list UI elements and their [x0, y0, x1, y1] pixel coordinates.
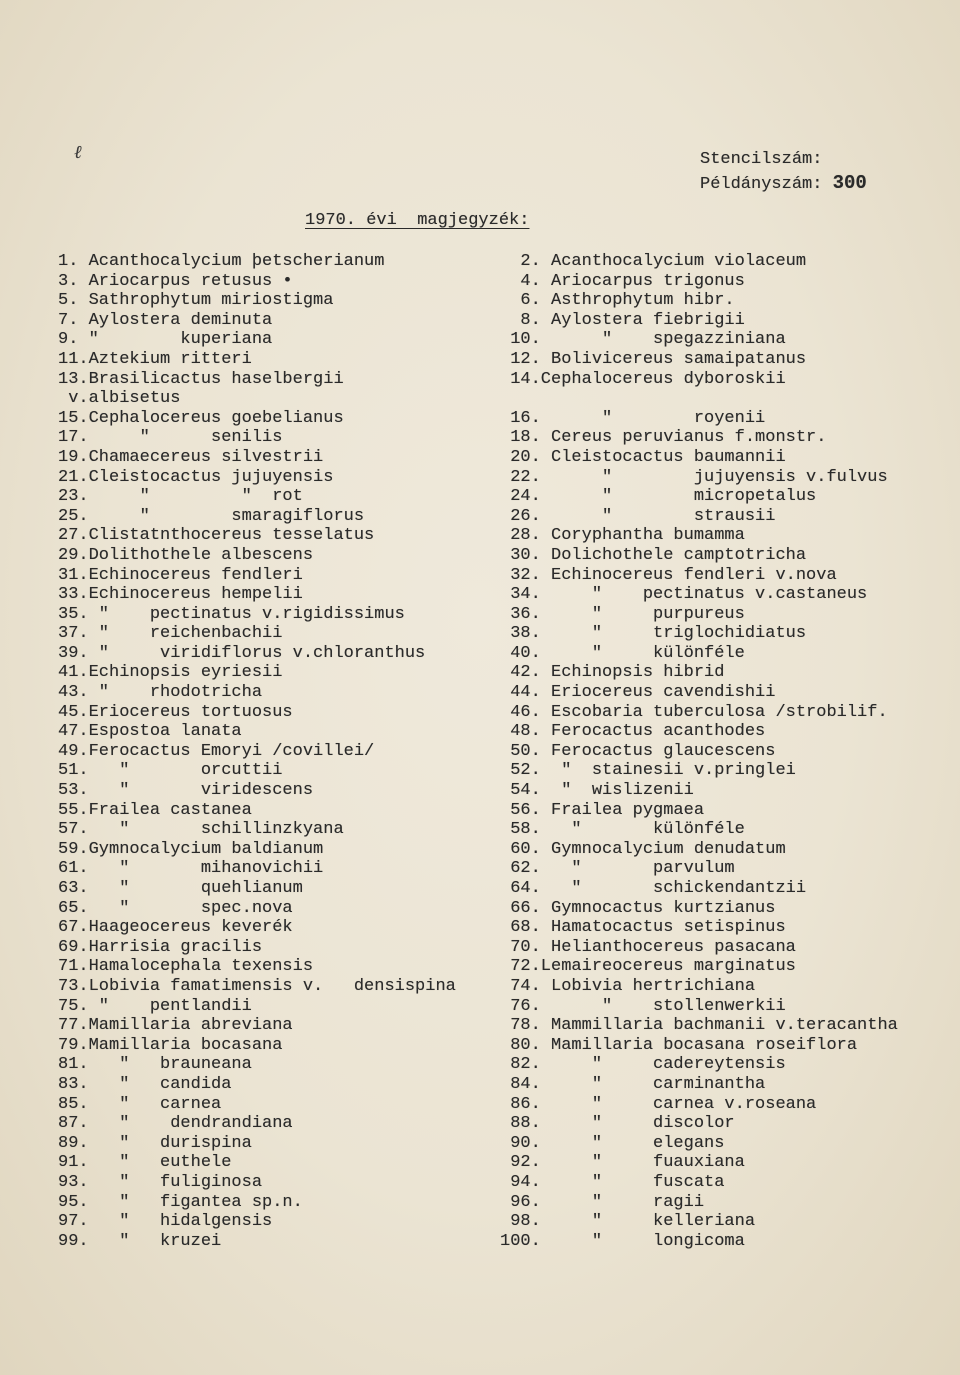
- list-item: 42. Echinopsis hibrid: [500, 663, 725, 683]
- list-item: 85. " carnea: [58, 1094, 222, 1114]
- stencil-number-label: Stencilszám:: [700, 150, 823, 169]
- list-item: 71.Hamalocephala texensis: [58, 957, 314, 977]
- list-item: 29.Dolithothele albescens: [58, 545, 314, 565]
- list-item: 91. " euthele: [58, 1153, 232, 1173]
- list-item: 55.Frailea castanea: [58, 800, 252, 820]
- list-item: 69.Harrisia gracilis: [58, 937, 263, 957]
- list-item: v.albisetus: [58, 389, 181, 409]
- list-item: 81. " brauneana: [58, 1055, 252, 1075]
- list-item: 38. " triglochidiatus: [500, 624, 807, 644]
- copies-value: 300: [832, 172, 867, 194]
- list-item: 44. Eriocereus cavendishii: [500, 683, 776, 703]
- list-item: 7. Aylostera deminuta: [58, 310, 273, 330]
- list-item: 92. " fuauxiana: [500, 1153, 745, 1173]
- list-item: 25. " smaragiflorus: [58, 506, 365, 526]
- list-item: 74. Lobivia hertrichiana: [500, 976, 756, 996]
- list-item: 50. Ferocactus glaucescens: [500, 741, 776, 761]
- list-item: 22. " jujuyensis v.fulvus: [500, 467, 888, 487]
- list-item: 11.Aztekium ritteri: [58, 349, 252, 369]
- list-item: 21.Cleistocactus jujuyensis: [58, 467, 334, 487]
- list-item: 100. " longicoma: [500, 1231, 745, 1251]
- list-item: 83. " candida: [58, 1074, 232, 1094]
- list-item: 49.Ferocactus Emoryi /covillei/: [58, 741, 375, 761]
- list-item: 35. " pectinatus v.rigidissimus: [58, 604, 405, 624]
- list-item: 45.Eriocereus tortuosus: [58, 702, 293, 722]
- list-item: 37. " reichenbachii: [58, 624, 283, 644]
- list-item: 67.Haageocereus keverék: [58, 918, 293, 938]
- list-item: 77.Mamillaria abreviana: [58, 1016, 293, 1036]
- corner-pencil-mark: ℓ: [74, 142, 82, 163]
- list-item: 43. " rhodotricha: [58, 683, 263, 703]
- list-item: 12. Bolivicereus samaipatanus: [500, 349, 807, 369]
- list-item: 80. Mamillaria bocasana roseiflora: [500, 1035, 858, 1055]
- list-item: 20. Cleistocactus baumannii: [500, 447, 786, 467]
- list-item: 68. Hamatocactus setispinus: [500, 918, 786, 938]
- list-item: 26. " strausii: [500, 506, 776, 526]
- list-item: 6. Asthrophytum hibr.: [500, 291, 735, 311]
- list-item: 14.Cephalocereus dyboroskii: [500, 369, 786, 389]
- list-item: 23. " " rot: [58, 487, 303, 507]
- list-item: 30. Dolichothele camptotricha: [500, 545, 807, 565]
- list-item: 1. Acanthocalycium þetscherianum: [58, 252, 385, 271]
- list-item: 82. " cadereytensis: [500, 1055, 786, 1075]
- list-item: 51. " orcuttii: [58, 761, 283, 781]
- list-item: 4. Ariocarpus trigonus: [500, 271, 745, 291]
- copies-count: [700, 172, 867, 194]
- list-item: 79.Mamillaria bocasana: [58, 1035, 283, 1055]
- list-item: 64. " schickendantzii: [500, 879, 807, 898]
- list-item: 93. " fuliginosa: [58, 1172, 263, 1192]
- list-item: 10. " spegazziniana: [500, 330, 786, 350]
- list-item: 36. " purpureus: [500, 604, 745, 624]
- list-item: 86. " carnea v.roseana: [500, 1094, 817, 1114]
- list-item: 3. Ariocarpus retusus •: [58, 271, 293, 291]
- list-item: 95. " figantea sp.n.: [58, 1192, 303, 1212]
- list-item: 89. " durispina: [58, 1133, 252, 1153]
- list-item: 48. Ferocactus acanthodes: [500, 722, 766, 742]
- list-item: 72.Lemaireocereus marginatus: [500, 957, 796, 977]
- list-item: 59.Gymnocalycium baldianum: [58, 839, 324, 859]
- right-column: [500, 252, 898, 1251]
- list-item: 2. Acanthocalycium violaceum: [500, 252, 807, 271]
- list-item: 61. " mihanovichii: [58, 859, 324, 879]
- list-item: 97. " hidalgensis: [58, 1212, 273, 1232]
- list-item: 46. Escobaria tuberculosa /strobilif.: [500, 702, 888, 722]
- list-item: 66. Gymnocactus kurtzianus: [500, 898, 776, 918]
- list-item: 16. " royenii: [500, 408, 766, 428]
- left-column: [58, 252, 456, 1251]
- list-item: 28. Coryphantha bumamma: [500, 526, 745, 546]
- list-item: 5. Sathrophytum miriostigma: [58, 291, 334, 311]
- list-item: 94. " fuscata: [500, 1172, 725, 1192]
- list-item: 39. " viridiflorus v.chloranthus: [58, 643, 426, 663]
- list-item: 47.Espostoa lanata: [58, 722, 242, 742]
- list-item: 99. " kruzei: [58, 1231, 222, 1251]
- list-item: 24. " micropetalus: [500, 487, 817, 507]
- list-item: 56. Frailea pygmaea: [500, 800, 705, 820]
- list-item: 19.Chamaecereus silvestrii: [58, 447, 324, 467]
- list-item: 98. " kelleriana: [500, 1212, 756, 1232]
- list-item: 34. " pectinatus v.castaneus: [500, 585, 868, 605]
- list-item: 15.Cephalocereus goebelianus: [58, 408, 344, 428]
- copies-label: Példányszám:: [700, 175, 833, 194]
- list-item: 33.Echinocereus hempelii: [58, 585, 303, 605]
- list-item: 96. " ragii: [500, 1192, 705, 1212]
- list-item: 70. Helianthocereus pasacana: [500, 937, 796, 957]
- list-item: 75. " pentlandii: [58, 996, 252, 1016]
- list-item: 58. " különféle: [500, 820, 745, 840]
- page-title: 1970. évi magjegyzék:: [305, 211, 530, 230]
- list-item: 18. Cereus peruvianus f.monstr.: [500, 428, 827, 448]
- list-item: 53. " viridescens: [58, 781, 314, 801]
- list-item: 8. Aylostera fiebrigii: [500, 310, 745, 330]
- list-item: 54. " wislizenii: [500, 781, 694, 801]
- list-item: 90. " elegans: [500, 1133, 725, 1153]
- list-item: 57. " schillinzkyana: [58, 820, 344, 840]
- list-item: 32. Echinocereus fendleri v.nova: [500, 565, 837, 585]
- list-item: 13.Brasilicactus haselbergii: [58, 369, 344, 389]
- blank-line: [500, 389, 898, 409]
- list-item: 52. " stainesii v.pringlei: [500, 761, 796, 781]
- list-item: 9. " kuperiana: [58, 330, 273, 350]
- list-item: 73.Lobivia famatimensis v. densispina: [58, 976, 456, 996]
- list-item: 84. " carminantha: [500, 1074, 766, 1094]
- list-item: 31.Echinocereus fendleri: [58, 565, 303, 585]
- list-item: 78. Mammillaria bachmanii v.teracantha: [500, 1016, 898, 1036]
- list-item: 65. " spec.nova: [58, 898, 293, 918]
- list-item: 88. " discolor: [500, 1114, 735, 1134]
- list-item: 17. " senilis: [58, 428, 283, 448]
- list-item: 40. " különféle: [500, 643, 745, 663]
- list-item: 63. " quehlianum: [58, 879, 303, 898]
- list-item: 60. Gymnocalycium denudatum: [500, 839, 786, 859]
- list-item: 76. " stollenwerkii: [500, 996, 786, 1016]
- list-item: 62. " parvulum: [500, 859, 735, 879]
- list-item: 87. " dendrandiana: [58, 1114, 293, 1134]
- list-item: 41.Echinopsis eyriesii: [58, 663, 283, 683]
- list-item: 27.Clistatnthocereus tesselatus: [58, 526, 375, 546]
